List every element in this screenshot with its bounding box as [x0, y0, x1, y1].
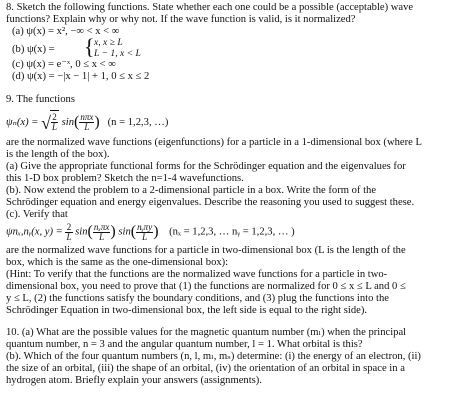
psi-2d-lhs: ψnₓ,nᵧ(x, y) =: [6, 226, 63, 238]
sin-numerator: nπx: [80, 112, 94, 122]
q9-part-b-line2: Schrödinger equation and energy eigenvalues. Describe the reasoning you used to suggest these.: [6, 197, 415, 208]
sqrt-icon: √: [41, 112, 51, 133]
frac2-denominator: L: [66, 231, 72, 242]
q9-hint-line4: Schrödinger Equation in two-dimensional box, the left side is equal to the right side).: [6, 305, 367, 316]
q9-equation-1d: ψₙ(x) = √ $\frac{2}{L}$ sin( $\frac{\text{nπx}}{L}$ ) (n = 1,2,3, …): [6, 110, 168, 134]
q9-part-c-line2: are the normalized wave functions for a particle in two-dimensional box (L is the length of the: [6, 245, 406, 256]
q8-part-b-case-top: x, x ≥ L: [94, 37, 123, 48]
sin-y-denominator: L: [142, 231, 148, 242]
q8-intro-line2: functions? Explain why or why not. If the wave function is valid, is it normalized?: [6, 14, 356, 25]
q9-hint-line2: dimensional box, you need to prove that (1) the functions are normalized for 0 ≤ x ≤ L and 0 ≤: [6, 281, 406, 292]
q9-hint-line1: (Hint: To verify that the functions are the normalized wave functions for a particle in two-: [6, 269, 388, 280]
q9-part-a-line1: (a) Give the appropriate functional forms for the Schrödinger equation and the eigenvalues for: [6, 161, 406, 172]
q9-part-b-line1: (b). Now extend the problem to a 2-dimensional particle in a box. Write the form of the: [6, 185, 377, 196]
n-range: (n = 1,2,3, …): [107, 116, 169, 128]
q8-intro-line1: 8. Sketch the following functions. State whether each one could be a possible (acceptable) wave: [6, 2, 414, 13]
sin-x-label: sin: [75, 226, 88, 238]
sqrt-numerator: 2: [52, 112, 57, 123]
q9-part-c-line1: (c). Verify that: [6, 209, 68, 220]
q8-part-a: (a) ψ(x) = x², −∞ < x < ∞: [12, 26, 120, 37]
sin-y-numerator: nᵧπy: [137, 221, 153, 232]
q8-part-c: (c) ψ(x) = e⁻ˣ, 0 ≤ x < ∞: [12, 59, 116, 70]
q10-line2: quantum number, n = 3 and the angular quantum number, l = 1. What orbital is this?: [6, 339, 363, 350]
sqrt-denominator: L: [51, 122, 57, 133]
q10-line4: the size of an orbital, (iii) the shape of an orbital, (iv) the orientation of an orbital in space in a: [6, 363, 405, 374]
q9-para-line2: is the length of the box).: [6, 149, 110, 160]
sin-denominator: L: [84, 122, 90, 132]
q8-part-d: (d) ψ(x) = −|x − 1| + 1, 0 ≤ x ≤ 2: [12, 71, 150, 82]
left-brace-icon: {: [84, 34, 95, 59]
q8-part-b-case-bottom: L − 1, x < L: [94, 48, 141, 59]
sin-x-numerator: nₓπx: [93, 221, 110, 232]
q9-part-a-line2: this 1-D box problem? Sketch the n=1-4 wavefunctions.: [6, 173, 244, 184]
q9-equation-2d: ψnₓ,nᵧ(x, y) = $\frac{2}{L}$ sin( $\frac{\text{nₓπx}}{L}$ ) sin( $\frac{\text{nᵧπy}}{L}$ ) (nₓ = 1,2,3, … nᵧ = 1,2,3, … ): [6, 221, 295, 242]
sin-label: sin: [61, 116, 75, 128]
q9-heading: 9. The functions: [6, 94, 75, 105]
q10-line3: (b). Which of the four quantum numbers (n, l, mₗ, mₛ) determine: (i) the energy of an electron, (ii): [6, 351, 421, 362]
q10-line1: 10. (a) What are the possible values for the magnetic quantum number (mₗ) when the principal: [6, 327, 407, 338]
q10-line5: hydrogen atom. Briefly explain your answers (assignments).: [6, 375, 262, 386]
sin-x-denominator: L: [99, 231, 105, 242]
q9-para-line1: are the normalized wave functions (eigenfunctions) for a particle in a 1-dimensional box (where L: [6, 137, 422, 148]
psi-n-lhs: ψₙ(x) =: [6, 116, 39, 128]
sin-y-label: sin: [118, 226, 131, 238]
nx-ny-range: (nₓ = 1,2,3, … nᵧ = 1,2,3, … ): [169, 226, 295, 238]
q8-part-b-label: (b) ψ(x) =: [12, 44, 55, 55]
frac2-numerator: 2: [66, 221, 72, 232]
q9-hint-line3: y ≤ L, (2) the functions satisfy the boundary conditions, and (3) plug the functions into the: [6, 293, 389, 304]
q9-part-c-line3: box, which is the same as the one-dimensional box):: [6, 257, 229, 268]
